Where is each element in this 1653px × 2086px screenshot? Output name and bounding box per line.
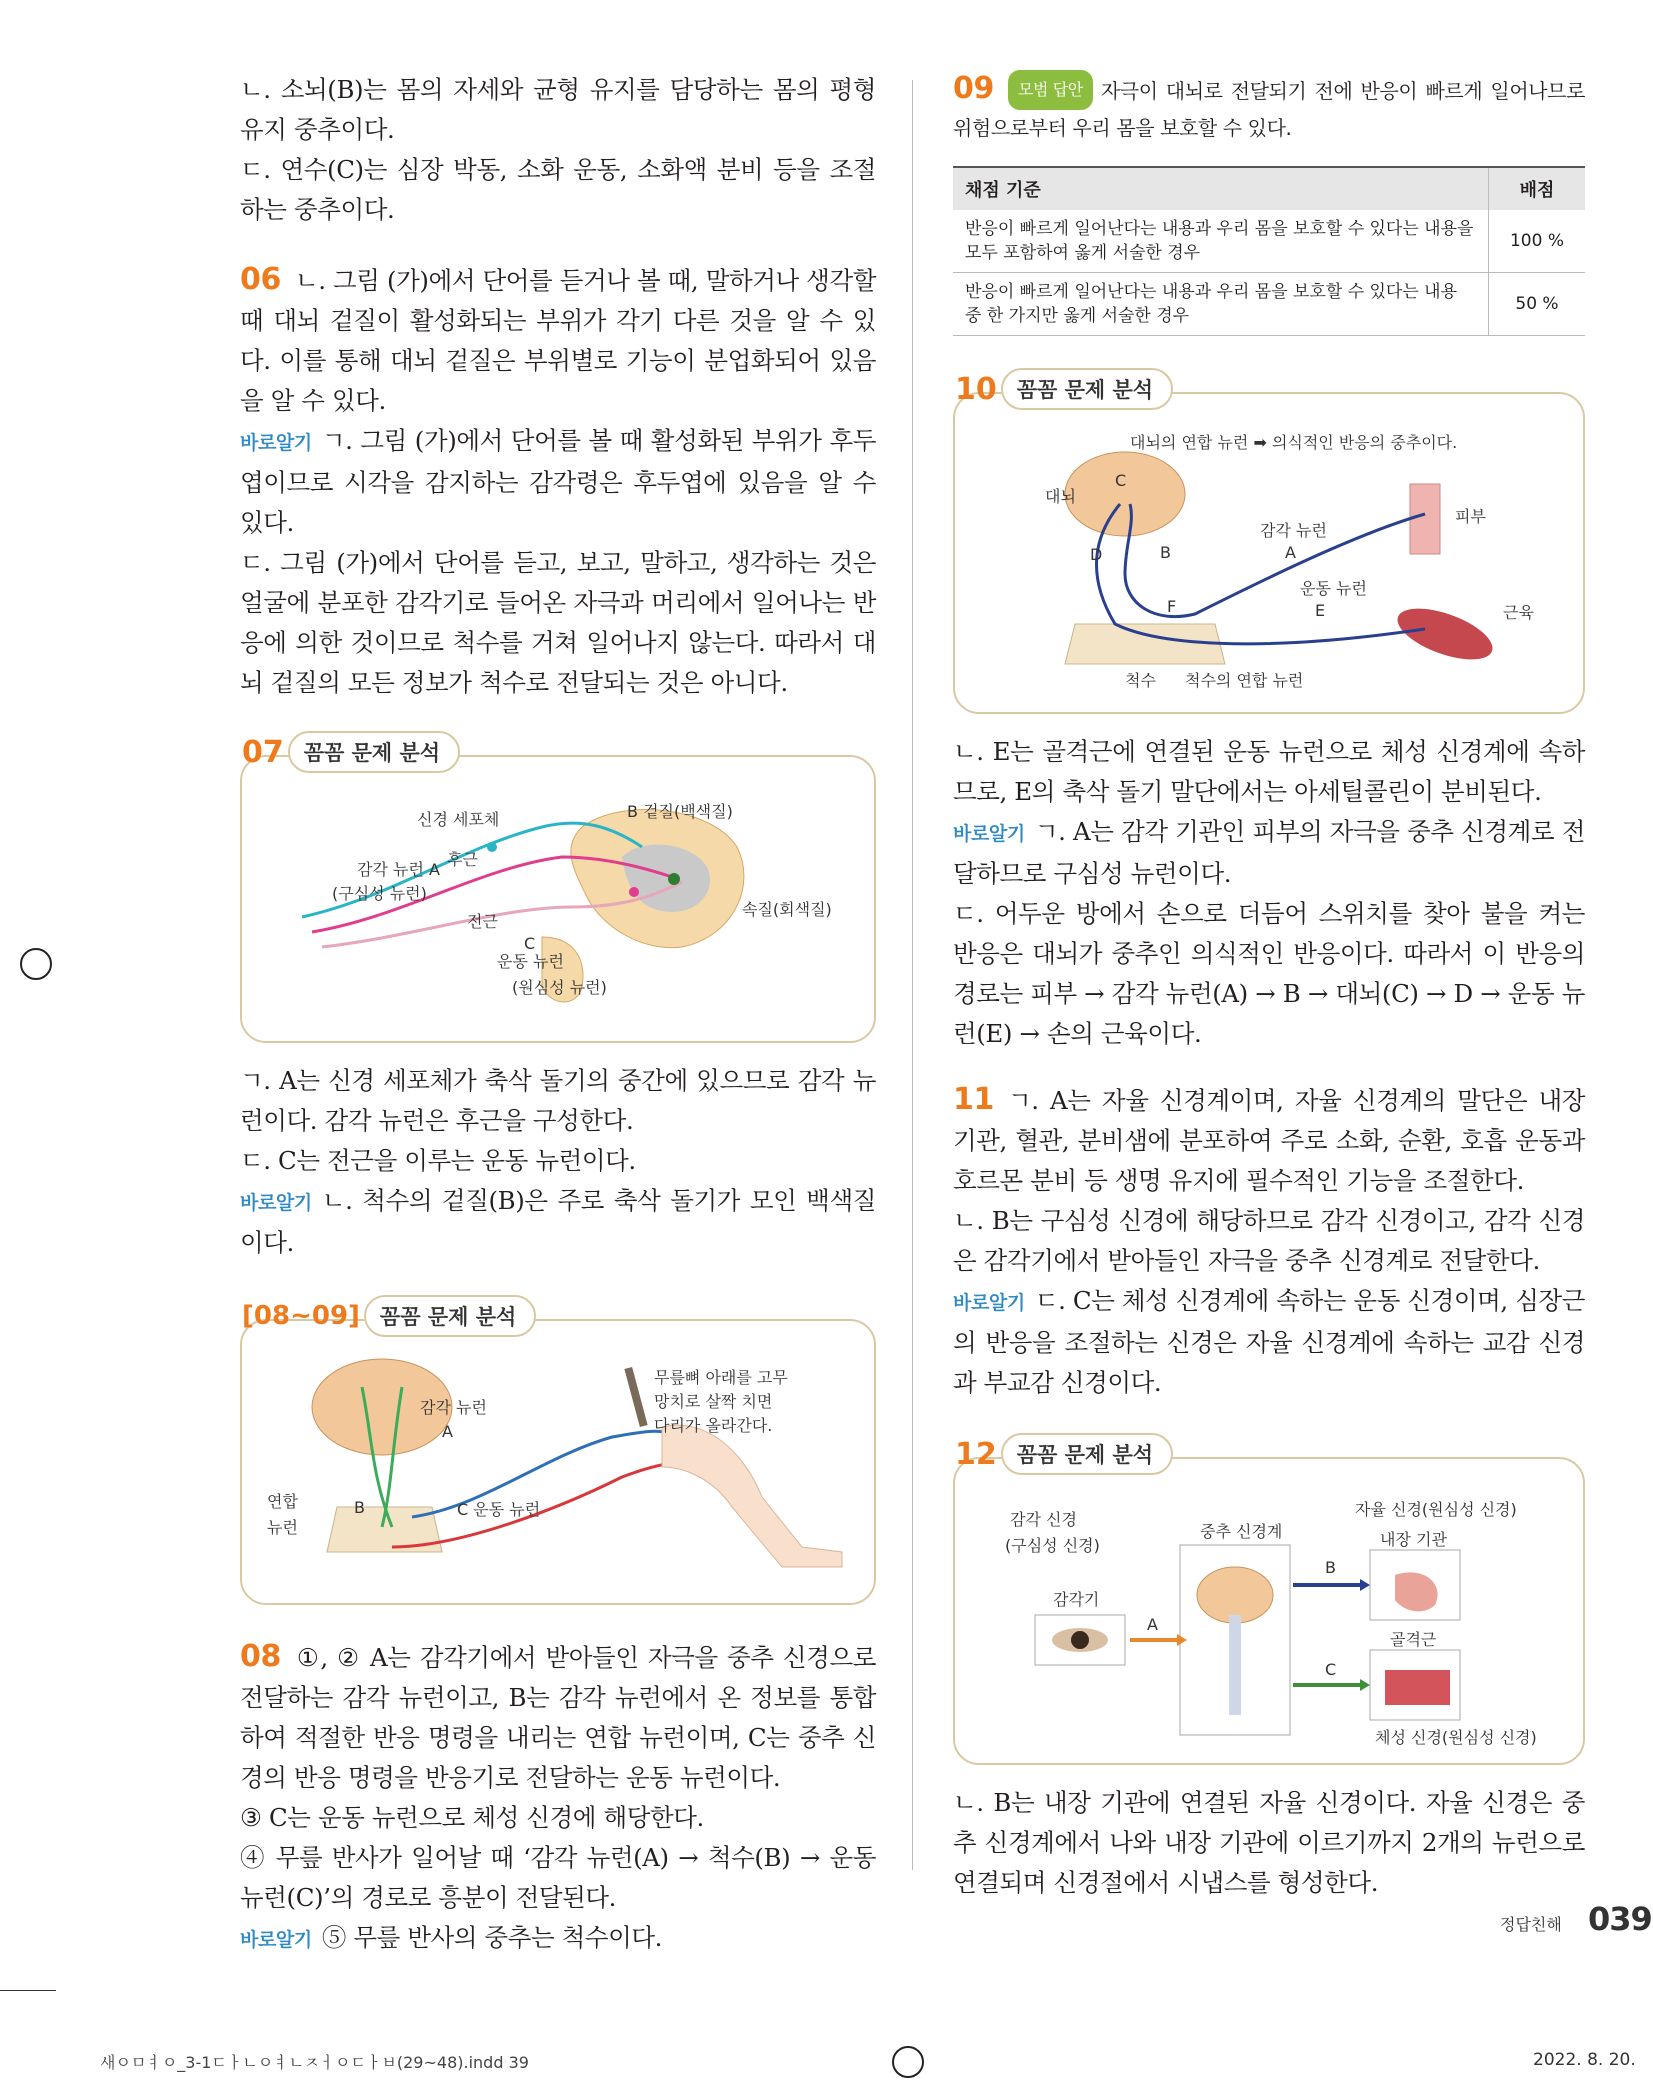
answer-09: [953, 70, 1585, 146]
question-number: 08: [240, 1639, 281, 1674]
reflex-path-diagram: [955, 424, 1587, 704]
label-e: E: [1315, 601, 1326, 620]
baro-paragraph: [953, 812, 1585, 894]
label-sensory-neuron: 감각 뉴런: [420, 1398, 487, 1417]
label-cell-body: 신경 세포체: [417, 810, 500, 829]
label-b-cortex: B 겉질(백색질): [627, 802, 733, 821]
box-label: 꼼꼼 문제 분석: [288, 731, 460, 773]
label-visceral: 내장 기관: [1380, 1530, 1447, 1549]
label-b: B: [1160, 543, 1171, 562]
label-autonomic: 자율 신경(원심성 신경): [1355, 1500, 1517, 1519]
paragraph: ㄴ. 소뇌(B)는 몸의 자세와 균형 유지를 담당하는 몸의 평형 유지 중추이다.: [240, 75, 876, 144]
answer-text: 자극이 대뇌로 전달되기 전에 반응이 빠르게 일어나므로 위험으로부터 우리 몸을 보호할 수 있다.: [953, 79, 1585, 140]
label-cns: 중추 신경계: [1200, 1522, 1283, 1541]
paragraph: ㄴ. B는 구심성 신경에 해당하므로 감각 신경이고, 감각 신경은 감각기에서 받아들인 자극을 중추 신경계로 전달한다.: [953, 1206, 1585, 1275]
analysis-box-07: [240, 734, 876, 1043]
note-line-1: 무릎뼈 아래를 고무: [654, 1368, 788, 1387]
note-line-3: 다리가 올라간다.: [654, 1416, 773, 1435]
label-afferent: (구심성 뉴런): [332, 884, 427, 903]
box-header: [242, 731, 874, 773]
label-motor-neuron: 운동 뉴런: [497, 952, 564, 971]
baro-text: ㄷ. C는 체성 신경계에 속하는 운동 신경이며, 심장근의 반응을 조절하는 신경은 자율 신경계에 속하는 교감 신경과 부교감 신경이다.: [953, 1286, 1586, 1397]
label-b: B: [354, 1498, 365, 1517]
label-motor-neuron: 운동 뉴런: [1300, 579, 1367, 598]
table-cell: 반응이 빠르게 일어난다는 내용과 우리 몸을 보호할 수 있다는 내용을 모두 포함하여 옳게 서술한 경우: [953, 210, 1489, 273]
baro-paragraph: [240, 1918, 876, 1960]
table-row: [953, 273, 1585, 336]
left-column: [240, 70, 876, 1960]
box-number: 12: [955, 1436, 997, 1472]
label-c: C: [1115, 471, 1127, 490]
analysis-box-12: [953, 1436, 1585, 1765]
answer-text: ㄱ. A는 자율 신경계이며, 자율 신경계의 말단은 내장 기관, 혈관, 분비샘에 분포하여 주로 소화, 순환, 호흡 운동과 호르몬 분비 등 생명 유지에 필수적인 기능을 조절한다.: [953, 1086, 1585, 1195]
right-column: [953, 70, 1585, 1903]
baro-text: ㄴ. 척수의 겉질(B)은 주로 축삭 돌기가 모인 백색질이다.: [240, 1186, 876, 1257]
box-header: [955, 368, 1583, 410]
label-a: A: [1285, 543, 1296, 562]
baro-label: 바로알기: [953, 1292, 1025, 1314]
table-header: 채점 기준: [953, 167, 1489, 210]
answer-08: [240, 1637, 876, 1798]
table-cell: 반응이 빠르게 일어난다는 내용과 우리 몸을 보호할 수 있다는 내용 중 한 가지만 옳게 서술한 경우: [953, 273, 1489, 336]
label-b: B: [1325, 1558, 1336, 1577]
print-date: 2022. 8. 20.: [1533, 2050, 1636, 2070]
trim-mark: [0, 1990, 56, 1991]
paragraph: ㄷ. 그림 (가)에서 단어를 듣고, 보고, 말하고, 생각하는 것은 얼굴에 분포한 감각기로 들어온 자극과 머리에서 일어나는 반응에 의한 것이므로 척수를 거쳐 일어나지 않는다. 따라서 대뇌 겉질의 모든 정보가 척수로 전달되는 것은 아니다.: [240, 548, 876, 697]
paragraph: ㄷ. 어두운 방에서 손으로 더듬어 스위치를 찾아 불을 켜는 반응은 대뇌가 중추인 의식적인 반응이다. 따라서 이 반응의 경로는 피부 → 감각 뉴런(A) → B → 대뇌(C) → D → 운동 뉴런(E) → 손의 근육이다.: [953, 899, 1585, 1048]
model-answer-badge: 모범 답안: [1008, 70, 1093, 110]
answer-text: ㄴ. 그림 (가)에서 단어를 듣거나 볼 때, 말하거나 생각할 때 대뇌 겉질이 활성화되는 부위가 각기 다른 것을 알 수 있다. 이를 통해 대뇌 겉질은 부위별로 기능이 분업화되어 있음을 알 수 있다.: [240, 266, 876, 415]
page-number: 039: [1588, 1900, 1652, 1938]
scoring-table: [953, 166, 1585, 336]
box-label: 꼼꼼 문제 분석: [1001, 1433, 1173, 1475]
baro-label: 바로알기: [240, 1929, 312, 1951]
box-number: [08~09]: [242, 1301, 360, 1331]
label-skeletal: 골격근: [1390, 1630, 1437, 1649]
label-d: D: [1090, 545, 1103, 564]
label-cerebrum-note: 대뇌의 연합 뉴런 ➡ 의식적인 반응의 중추이다.: [1130, 433, 1458, 452]
baro-label: 바로알기: [953, 823, 1025, 845]
registration-mark: [20, 948, 52, 980]
box-label: 꼼꼼 문제 분석: [364, 1295, 536, 1337]
box-number: 07: [242, 734, 284, 770]
label-gray-matter: 속질(회색질): [742, 900, 832, 919]
box-number: 10: [955, 371, 997, 407]
label-sensory-a: 감각 뉴런 A: [357, 860, 440, 879]
question-number: 11: [953, 1082, 994, 1117]
paragraph: ㄷ. C는 전근을 이루는 운동 뉴런이다.: [240, 1146, 636, 1175]
label-afferent-nerve: (구심성 신경): [1005, 1536, 1100, 1555]
label-sensory-neuron: 감각 뉴런: [1260, 521, 1327, 540]
nervous-system-diagram: [955, 1485, 1587, 1755]
baro-label: 바로알기: [240, 432, 312, 454]
baro-paragraph: [240, 1181, 876, 1263]
table-cell: 100 %: [1489, 210, 1586, 273]
box-header: [242, 1295, 874, 1337]
label-a: A: [442, 1422, 453, 1441]
paragraph: ㄷ. 연수(C)는 심장 박동, 소화 운동, 소화액 분비 등을 조절하는 중추이다.: [240, 155, 876, 224]
question-number: 09: [953, 71, 994, 106]
label-spinal-cord: 척수: [1125, 671, 1156, 690]
analysis-box-10: [953, 371, 1585, 714]
answer-11: [953, 1080, 1585, 1201]
label-muscle: 근육: [1503, 603, 1534, 622]
box-header: [955, 1433, 1583, 1475]
table-row: [953, 210, 1585, 273]
baro-paragraph: [953, 1281, 1585, 1403]
table-header: 배점: [1489, 167, 1586, 210]
paragraph: ③ C는 운동 뉴런으로 체성 신경에 해당한다.: [240, 1803, 704, 1832]
paragraph: ④ 무릎 반사가 일어날 때 ‘감각 뉴런(A) → 척수(B) → 운동 뉴런(C)’의 경로로 흥분이 전달된다.: [240, 1843, 876, 1912]
label-sense-organ: 감각기: [1053, 1590, 1100, 1609]
note-line-2: 망치로 살짝 치면: [654, 1392, 773, 1411]
paragraph: ㄴ. E는 골격근에 연결된 운동 뉴런으로 체성 신경계에 속하므로, E의 축삭 돌기 말단에서는 아세틸콜린이 분비된다.: [953, 737, 1585, 806]
label-c-motor-neuron: C 운동 뉴런: [457, 1500, 541, 1519]
table-cell: 50 %: [1489, 273, 1586, 336]
label-f: F: [1167, 597, 1177, 616]
baro-paragraph: [240, 421, 876, 543]
question-number: 06: [240, 262, 281, 297]
knee-reflex-diagram: [242, 1347, 874, 1597]
label-efferent: (원심성 뉴런): [512, 978, 607, 997]
paragraph: ㄴ. B는 내장 기관에 연결된 자율 신경이다. 자율 신경은 중추 신경계에서 나와 내장 기관에 이르기까지 2개의 뉴런으로 연결되며 신경절에서 시냅스를 형성한다.: [953, 1788, 1585, 1897]
label-association: 연합: [267, 1492, 298, 1511]
label-somatic: 체성 신경(원심성 신경): [1375, 1728, 1537, 1747]
answer-text: ①, ② A는 감각기에서 받아들인 자극을 중추 신경으로 전달하는 감각 뉴런이고, B는 감각 뉴런에서 온 정보를 통합하여 적절한 반응 명령을 내리는 연합 뉴런이며, C는 중추 신경의 반응 명령을 반응기로 전달하는 운동 뉴런이다.: [240, 1643, 876, 1792]
label-skin: 피부: [1455, 507, 1486, 526]
box-label: 꼼꼼 문제 분석: [1001, 368, 1173, 410]
analysis-box-08-09: [240, 1301, 876, 1605]
label-c: C: [1325, 1660, 1337, 1679]
indd-filename: 새ㅇㅁㅕㅇ_3-1ㄷㅏㄴㅇㅕㄴㅈㅓㅇㄷㅏㅂ(29~48).indd 39: [100, 2053, 529, 2072]
column-divider: [912, 80, 913, 1870]
label-cerebrum: 대뇌: [1045, 487, 1076, 506]
section-name: 정답친해: [1500, 1915, 1562, 1934]
answer-06: [240, 260, 876, 421]
paragraph: ㄱ. A는 신경 세포체가 축삭 돌기의 중간에 있으므로 감각 뉴런이다. 감각 뉴런은 후근을 구성한다.: [240, 1066, 876, 1135]
spinal-cord-diagram: [242, 787, 874, 1027]
label-dorsal-root: 후근: [447, 850, 478, 869]
baro-label: 바로알기: [240, 1192, 312, 1214]
baro-text: ㄱ. A는 감각 기관인 피부의 자극을 중추 신경계로 전달하므로 구심성 뉴런이다.: [953, 817, 1585, 888]
baro-text: ⑤ 무릎 반사의 중추는 척수이다.: [321, 1923, 663, 1952]
label-neuron: 뉴런: [267, 1518, 298, 1537]
baro-text: ㄱ. 그림 (가)에서 단어를 볼 때 활성화된 부위가 후두엽이므로 시각을 감지하는 감각령은 후두엽에 있음을 알 수 있다.: [240, 426, 876, 537]
label-spinal-association: 척수의 연합 뉴런: [1185, 671, 1304, 690]
label-ventral-root: 전근: [467, 912, 498, 931]
label-a: A: [1147, 1615, 1158, 1634]
label-c: C: [524, 934, 536, 953]
label-sensory-nerve: 감각 신경: [1010, 1510, 1077, 1529]
registration-mark: [892, 2046, 924, 2078]
